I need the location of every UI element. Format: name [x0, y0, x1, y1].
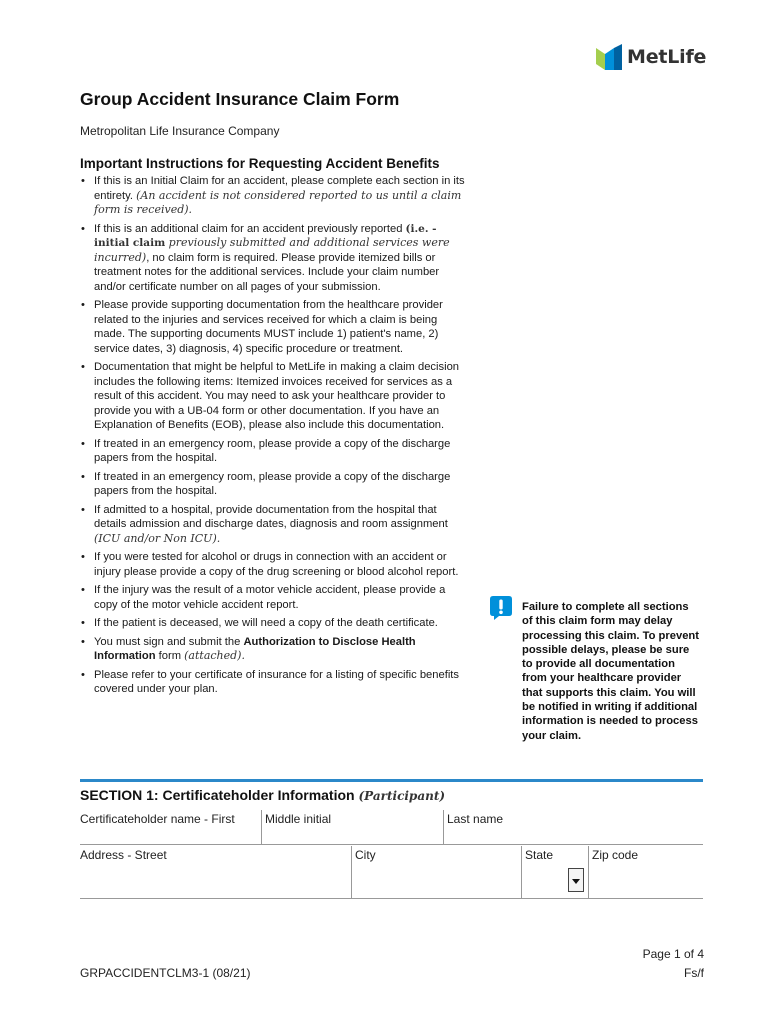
instruction-item: • If this is an additional claim for an accident previously reported (i.e. - initial claim previously submitted and additional services were incurred), no claim form is required. Please provide itemized bills or treatment notes for the additional services. Include your claim number and/or certificate number on all pages of your submission.: [80, 222, 470, 295]
metlife-logo: [596, 44, 706, 70]
instruction-item: • If treated in an emergency room, please provide a copy of the discharge papers from the hospital.: [80, 470, 470, 499]
company-name: Metropolitan Life Insurance Company: [80, 124, 280, 138]
form-code: GRPACCIDENTCLM3-1 (08/21): [80, 966, 251, 980]
city-field[interactable]: [351, 846, 522, 898]
instruction-item: • If treated in an emergency room, please provide a copy of the discharge papers from the hospital.: [80, 437, 470, 466]
name-row: [80, 810, 703, 845]
page-number: Page 1 of 4: [642, 947, 704, 961]
instruction-item: • Please provide supporting documentation from the healthcare provider related to the injuries and services received for which a claim is being made. The supporting documents MUST include 1) patient's name, 2) service dates, 3) diagnosis, 4) specific procedure or treatment.: [80, 298, 470, 356]
last-name-field[interactable]: [443, 810, 704, 844]
first-name-field[interactable]: [80, 810, 260, 844]
instructions-heading: Important Instructions for Requesting Accident Benefits: [80, 156, 440, 171]
instruction-item: • If you were tested for alcohol or drugs in connection with an accident or injury please provide a copy of the drug screening or blood alcohol report.: [80, 550, 470, 579]
form-title: Group Accident Insurance Claim Form: [80, 89, 400, 109]
instruction-item: • If this is an Initial Claim for an accident, please complete each section in its entirety. (An accident is not considered reported to us until a claim form is received).: [80, 174, 470, 218]
street-field[interactable]: [80, 846, 350, 898]
instruction-item: • If the patient is deceased, we will need a copy of the death certificate.: [80, 616, 470, 631]
section-divider: [80, 779, 703, 782]
instruction-item: • You must sign and submit the Authorization to Disclose Health Information form (attached).: [80, 635, 470, 664]
instruction-item: • Documentation that might be helpful to MetLife in making a claim decision includes the following items: Itemized invoices received for services as a result of this accident. You may need to ask your healthcare provider to provide you with a UB-04 form or other documentation. If you have an Explanation of Benefits (EOB), please also include this documentation.: [80, 360, 470, 433]
last-name-label: Last name: [447, 812, 504, 826]
section-1-heading: SECTION 1: Certificateholder Information (Participant): [80, 787, 446, 803]
middle-initial-label: Middle initial: [265, 812, 332, 826]
warning-message: Failure to complete all sections of this claim form may delay processing this claim. To prevent possible delays, please be sure to provide all documentation from your healthcare provider that supports this claim. You will be notified in writing if additional information is needed to process your claim.: [522, 601, 699, 742]
fs-code: Fs/f: [684, 966, 704, 980]
zip-label: Zip code: [592, 848, 639, 862]
city-label: City: [355, 848, 376, 862]
instruction-item: • If admitted to a hospital, provide documentation from the hospital that details admission and discharge dates, diagnosis and room assignment (ICU and/or Non ICU).: [80, 503, 470, 547]
instructions-list: [80, 174, 470, 701]
middle-initial-field[interactable]: [261, 810, 444, 844]
state-dropdown-button[interactable]: [568, 868, 584, 892]
first-name-label: Certificateholder name - First: [80, 812, 235, 826]
state-label: State: [525, 848, 554, 862]
zip-field[interactable]: [588, 846, 704, 898]
metlife-logo-icon: [596, 44, 622, 70]
address-row: [80, 846, 703, 899]
exclamation-icon: [489, 595, 513, 621]
chevron-down-icon: [572, 879, 580, 884]
street-label: Address - Street: [80, 848, 167, 862]
metlife-logo-text: MetLife: [627, 46, 707, 68]
instruction-item: • If the injury was the result of a motor vehicle accident, please provide a copy of the motor vehicle accident report.: [80, 583, 470, 612]
instruction-item: • Please refer to your certificate of insurance for a listing of specific benefits covered under your plan.: [80, 668, 470, 697]
